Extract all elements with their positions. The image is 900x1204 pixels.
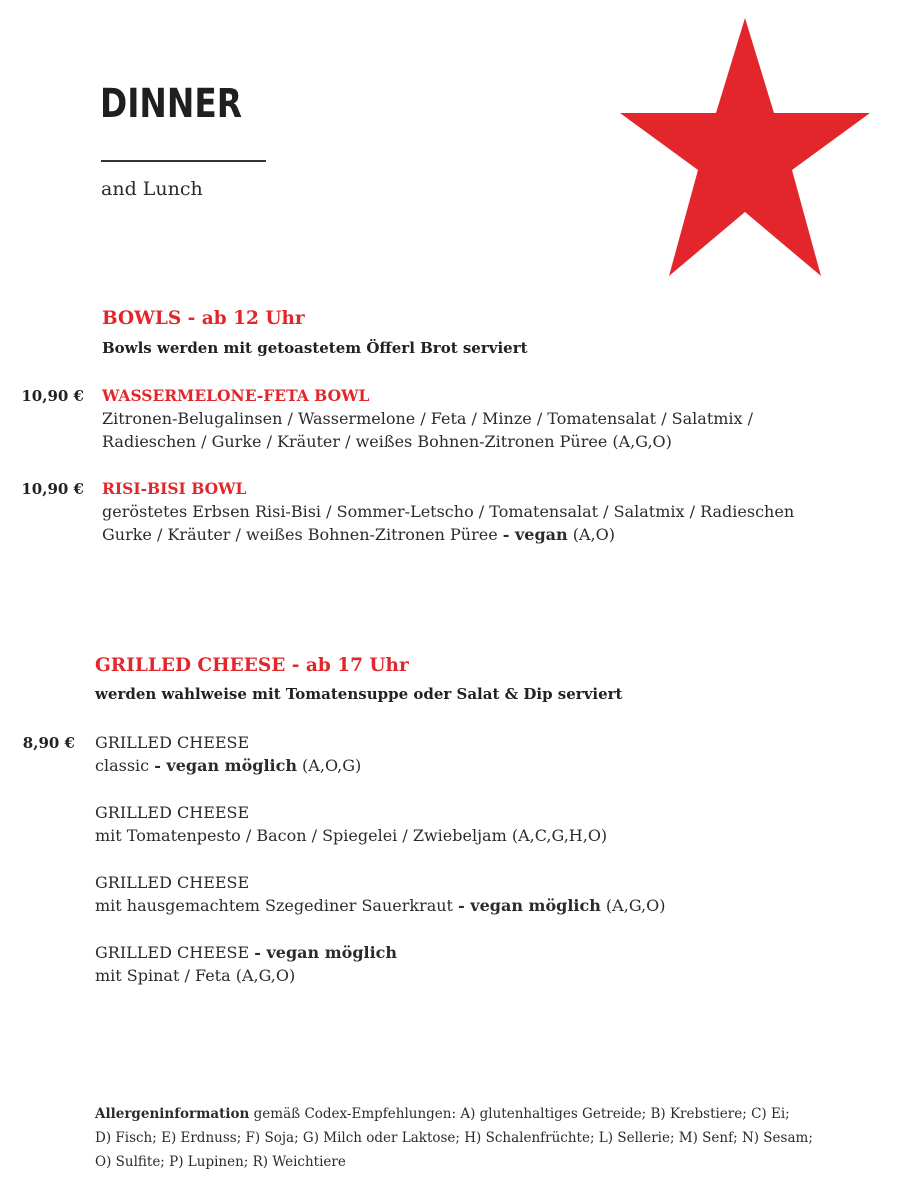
grilled-item [95,871,665,917]
allergen-codes: (A,O,G) [296,756,362,775]
item-description [102,407,753,453]
item-name: RISI-BISI BOWL [102,479,247,498]
item-description [95,754,361,777]
item-description-line: Radieschen / Gurke / Kräuter / weißes Bohnen-Zitronen Püree (A,G,O) [102,432,672,451]
desc-text: mit hausgemachtem Szegediner Sauerkraut [95,896,459,915]
desc-text: classic [95,756,155,775]
item-name: WASSERMELONE-FETA BOWL [102,386,370,405]
item-description [102,500,794,546]
item-name [95,941,397,964]
bowls-section-title: BOWLS - ab 12 Uhr [102,308,305,329]
allergen-label: Allergeninformation [95,1106,250,1122]
grilled-item [95,731,361,777]
allergen-codes: (A,O) [567,525,615,544]
allergen-line: D) Fisch; E) Erdnuss; F) Soja; G) Milch oder Laktose; H) Schalenfrüchte; L) Sellerie; M) Senf; N) Sesam; [95,1130,813,1146]
item-description-line: Zitronen-Belugalinsen / Wassermelone / Feta / Minze / Tomatensalat / Salatmix / [102,409,754,428]
vegan-tag: - vegan möglich [254,943,398,962]
desc-text: mit Tomatenpesto / Bacon / Spiegelei / Zwiebeljam (A,C,G,H,O) [95,826,608,845]
page-title: DINNER [100,81,243,127]
grilled-section-title: GRILLED CHEESE - ab 17 Uhr [95,655,409,676]
item-description-line [102,523,794,546]
item-name-text: GRILLED CHEESE [95,943,255,962]
allergen-text: gemäß Codex-Empfehlungen: A) glutenhaltiges Getreide; B) Krebstiere; C) Ei; [249,1106,790,1122]
grilled-item [95,801,607,847]
item-description [95,964,397,987]
allergen-line: O) Sulfite; P) Lupinen; R) Weichtiere [95,1154,346,1170]
red-star-icon [618,18,872,276]
vegan-tag: - vegan [502,525,568,544]
item-name [95,871,665,894]
item-name-text: GRILLED CHEESE [95,873,250,892]
allergen-codes: (A,G,O) [600,896,666,915]
item-description [95,894,665,917]
desc-text: Gurke / Kräuter / weißes Bohnen-Zitronen Püree [102,525,503,544]
allergen-line [95,1102,855,1126]
item-description [95,824,607,847]
item-name-text: GRILLED CHEESE [95,803,250,822]
grilled-section-subtitle: werden wahlweise mit Tomatensuppe oder Salat & Dip serviert [95,685,623,703]
title-underline [101,160,266,162]
desc-text: mit Spinat / Feta (A,G,O) [95,966,296,985]
vegan-tag: - vegan möglich [154,756,297,775]
grilled-item [95,941,397,987]
bowls-section-subtitle: Bowls werden mit getoastetem Öfferl Brot serviert [102,339,528,357]
item-name-text: GRILLED CHEESE [95,733,250,752]
item-name [95,731,361,754]
item-price: 10,90 € [21,480,84,498]
page-subtitle: and Lunch [101,178,203,200]
item-price: 10,90 € [21,387,84,405]
item-name [95,801,607,824]
vegan-tag: - vegan möglich [458,896,601,915]
item-price: 8,90 € [22,734,75,752]
item-description-line: geröstetes Erbsen Risi-Bisi / Sommer-Letscho / Tomatensalat / Salatmix / Radieschen [102,502,795,521]
star-shape [620,18,870,276]
allergen-info [95,1102,855,1174]
